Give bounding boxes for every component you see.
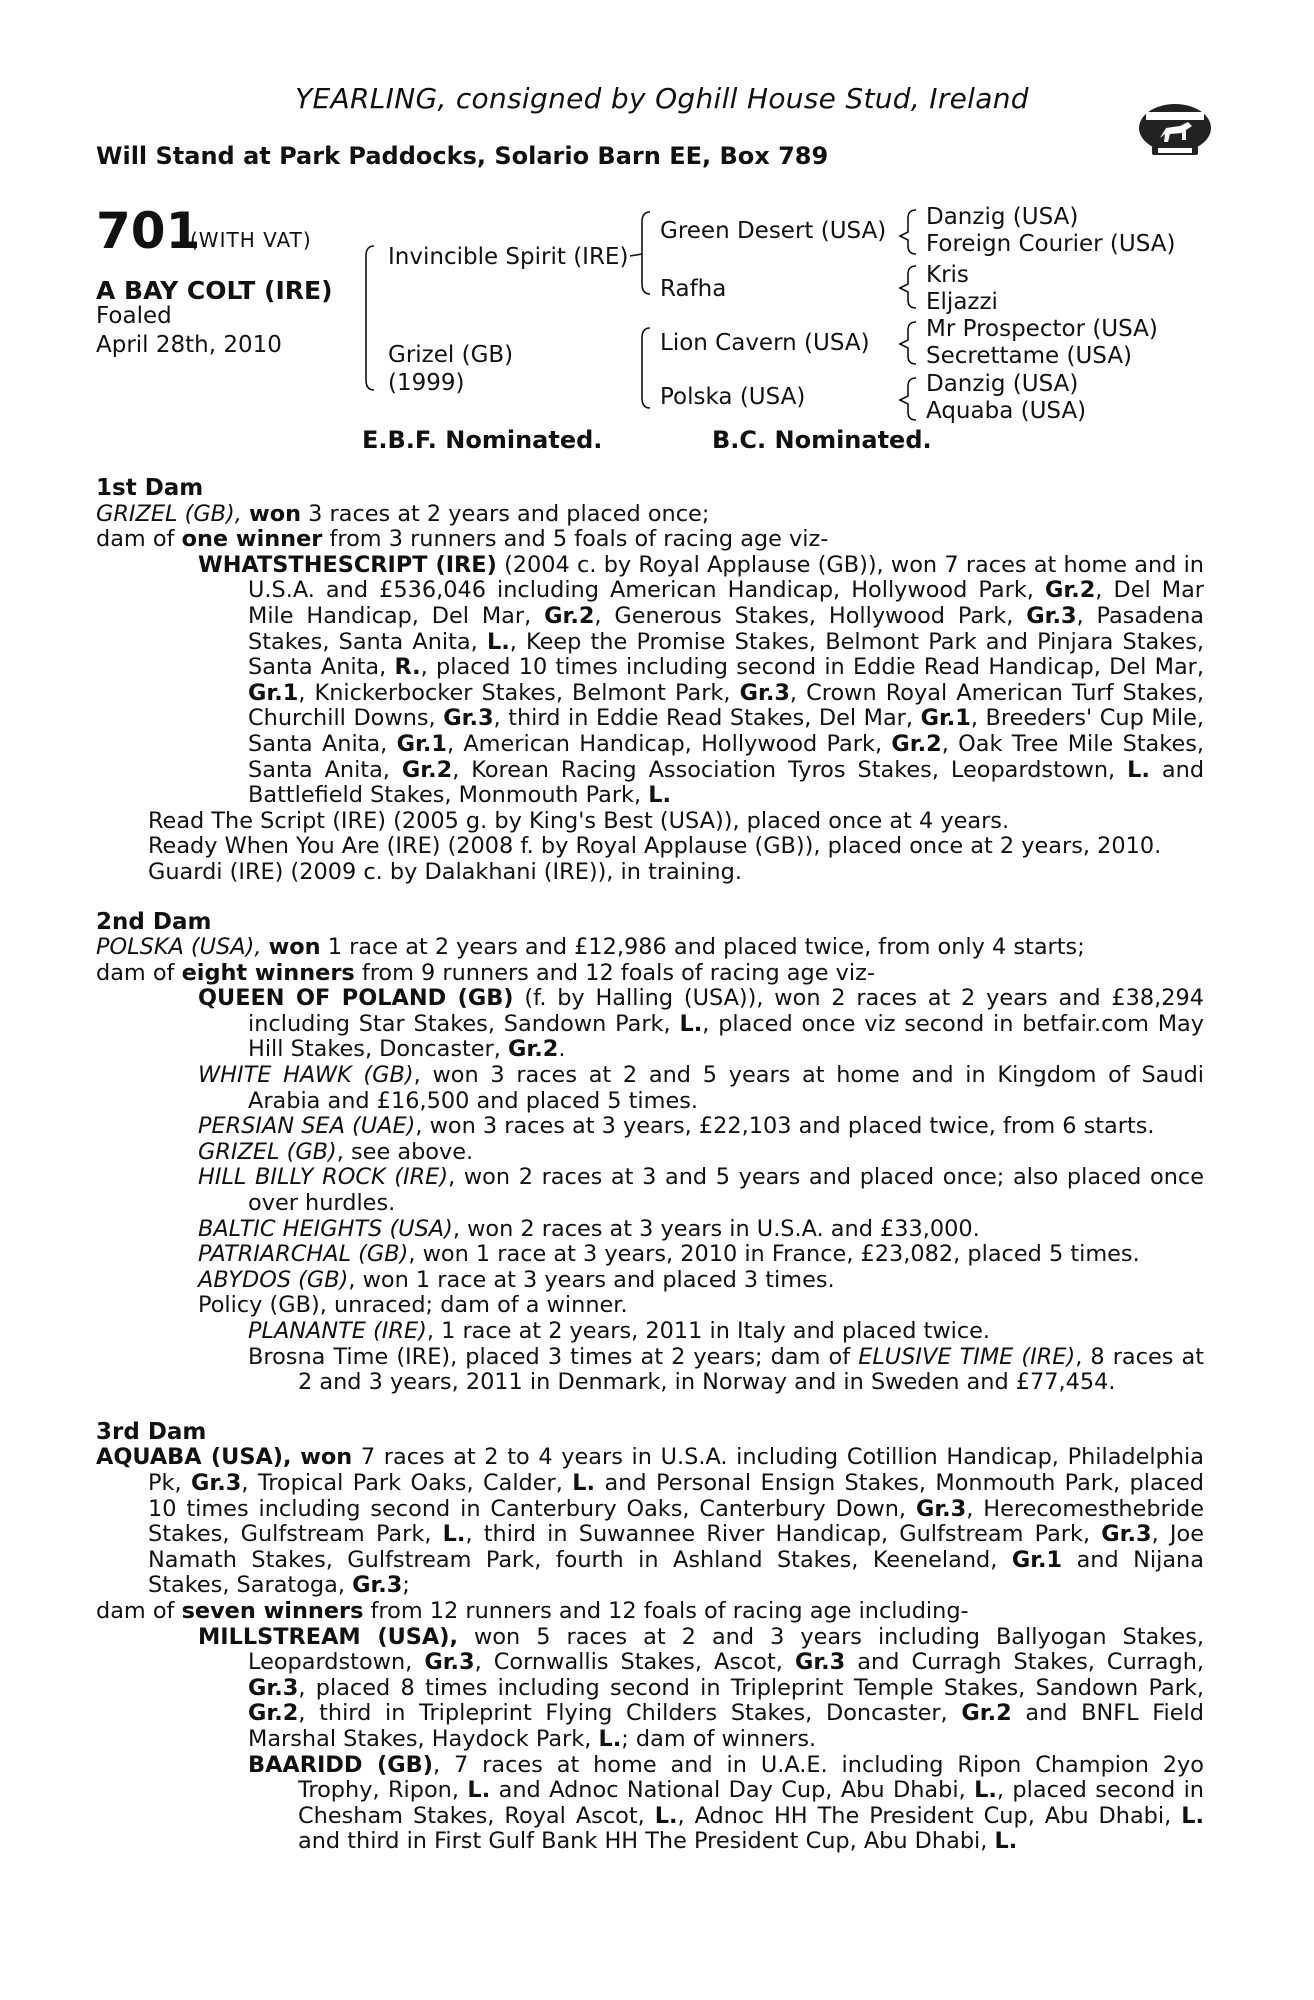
millstream-entry: MILLSTREAM (USA), won 5 races at 2 and 3 years including Ballyogan Stakes, Leopardstown, Gr.3, Cornwallis Stakes, Ascot, Gr.3 and Curragh Stakes, Curragh, Gr.3, placed 8 times including second in Tripleprint Temple Stakes, Sandown Park, Gr.2, third in Tripleprint Flying Childers Stakes, Doncaster, Gr.2 and BNFL Field Marshal Stakes, Haydock Park, L.; dam of winners.: [198, 1623, 1205, 1752]
second-dam-line: POLSKA (USA), won 1 race at 2 years and £12,986 and placed twice, from only 4 starts;: [96, 934, 1085, 961]
catalogue-subtitle: YEARLING, consigned by Oghill House Stud, Ireland: [295, 82, 1029, 115]
ready-when-you-are-entry: Ready When You Are (IRE) (2008 f. by Royal Applause (GB)), placed once at 2 years, 2010.: [148, 833, 1162, 860]
pedigree-dam-dam: Polska (USA): [660, 384, 806, 410]
dam-record-body: [96, 476, 1204, 1855]
read-the-script-entry: Read The Script (IRE) (2005 g. by King's Best (USA)), placed once at 4 years.: [148, 807, 1010, 834]
hill-billy-rock-entry: HILL BILLY ROCK (IRE), won 2 races at 3 and 5 years and placed once; also placed once over hurdles.: [198, 1164, 1205, 1217]
second-dam-heading: 2nd Dam: [96, 908, 212, 935]
pedigree-ddd: Aquaba (USA): [926, 398, 1087, 424]
pedigree-ssd: Foreign Courier (USA): [926, 231, 1176, 257]
pedigree-dam-year: (1999): [388, 370, 465, 396]
pedigree-dam: Grizel (GB): [388, 342, 514, 368]
second-dam-produce-line: dam of eight winners from 9 runners and 12 foals of racing age viz-: [96, 959, 875, 986]
pedigree-dds: Danzig (USA): [926, 371, 1079, 397]
third-dam-produce-line: dam of seven winners from 12 runners and 12 foals of racing age including-: [96, 1597, 969, 1624]
baltic-heights-entry: BALTIC HEIGHTS (USA), won 2 races at 3 years in U.S.A. and £33,000.: [198, 1215, 980, 1242]
pedigree-sdd: Eljazzi: [926, 289, 998, 315]
bc-nominated: B.C. Nominated.: [712, 426, 932, 454]
foaled-label: Foaled: [96, 303, 172, 329]
pedigree-dss: Mr Prospector (USA): [926, 316, 1158, 342]
policy-entry: Policy (GB), unraced; dam of a winner.: [198, 1292, 628, 1319]
aquaba-entry: AQUABA (USA), won 7 races at 2 to 4 years in U.S.A. including Cotillion Handicap, Philadelphia Pk, Gr.3, Tropical Park Oaks, Calder, L. and Personal Ensign Stakes, Monmouth Park, placed 10 times including second in Canterbury Oaks, Canterbury Down, Gr.3, Herecomesthebride Stakes, Gulfstream Park, L., third in Suwannee River Handicap, Gulfstream Park, Gr.3, Joe Namath Stakes, Gulfstream Park, fourth in Ashland Stakes, Keeneland, Gr.1 and Nijana Stakes, Saratoga, Gr.3;: [96, 1444, 1205, 1599]
baaridd-entry: BAARIDD (GB), 7 races at home and in U.A.E. including Ripon Champion 2yo Trophy, Ripon, L. and Adnoc National Day Cup, Abu Dhabi, L., placed second in Chesham Stakes, Royal Ascot, L., Adnoc HH The President Cup, Abu Dhabi, L. and third in First Gulf Bank HH The President Cup, Abu Dhabi, L.: [248, 1751, 1204, 1855]
brosna-time-entry: Brosna Time (IRE), placed 3 times at 2 years; dam of ELUSIVE TIME (IRE), 8 races at 2 and 3 years, 2011 in Denmark, in Norway and in Sweden and £77,454.: [248, 1343, 1204, 1396]
persian-sea-entry: PERSIAN SEA (UAE), won 3 races at 3 years, £22,103 and placed twice, from 6 starts.: [198, 1113, 1155, 1140]
queen-of-poland-entry: QUEEN OF POLAND (GB) (f. by Halling (USA)), won 2 races at 2 years and £38,294 including Star Stakes, Sandown Park, L., placed once viz second in betfair.com May Hill Stakes, Doncaster, Gr.2.: [198, 985, 1204, 1063]
planante-entry: PLANANTE (IRE), 1 race at 2 years, 2011 in Italy and placed twice.: [248, 1318, 991, 1344]
ebf-nominated: E.B.F. Nominated.: [362, 426, 603, 454]
pedigree-sss: Danzig (USA): [926, 204, 1079, 230]
pedigree-sds: Kris: [926, 262, 969, 288]
third-dam-heading: 3rd Dam: [96, 1418, 207, 1445]
first-dam-line: GRIZEL (GB), won 3 races at 2 years and placed once;: [96, 500, 710, 527]
abydos-entry: ABYDOS (GB), won 1 race at 3 years and placed 3 times.: [198, 1266, 835, 1293]
guardi-entry: Guardi (IRE) (2009 c. by Dalakhani (IRE)), in training.: [148, 858, 742, 885]
vat-note: (WITH VAT): [190, 228, 312, 252]
whatsthescript-entry: WHATSTHESCRIPT (IRE) (2004 c. by Royal Applause (GB)), won 7 races at home and in U.S.A. and £536,046 including American Handicap, Hollywood Park, Gr.2, Del Mar Mile Handicap, Del Mar, Gr.2, Generous Stakes, Hollywood Park, Gr.3, Pasadena Stakes, Santa Anita, L., Keep the Promise Stakes, Belmont Park and Pinjara Stakes, Santa Anita, R., placed 10 times including second in Eddie Read Handicap, Del Mar, Gr.1, Knickerbocker Stakes, Belmont Park, Gr.3, Crown Royal American Turf Stakes, Churchill Downs, Gr.3, third in Eddie Read Stakes, Del Mar, Gr.1, Breeders' Cup Mile, Santa Anita, Gr.1, American Handicap, Hollywood Park, Gr.2, Oak Tree Mile Stakes, Santa Anita, Gr.2, Korean Racing Association Tyros Stakes, Leopardstown, L. and Battlefield Stakes, Monmouth Park, L.: [198, 551, 1205, 809]
pedigree-dam-sire: Lion Cavern (USA): [660, 330, 870, 356]
pedigree-sire-sire: Green Desert (USA): [660, 218, 887, 244]
pedigree-brackets: [0, 0, 1314, 460]
foaled-date: April 28th, 2010: [96, 332, 282, 358]
pedigree-sire-dam: Rafha: [660, 276, 727, 302]
lot-number: 701: [96, 202, 201, 260]
lot-name: A BAY COLT (IRE): [96, 276, 333, 305]
first-dam-heading: 1st Dam: [96, 475, 204, 501]
stand-location: Will Stand at Park Paddocks, Solario Barn EE, Box 789: [96, 142, 829, 170]
first-dam-produce-line: dam of one winner from 3 runners and 5 foals of racing age viz-: [96, 526, 829, 553]
pedigree-sire: Invincible Spirit (IRE): [388, 244, 629, 270]
white-hawk-entry: WHITE HAWK (GB), won 3 races at 2 and 5 years at home and in Kingdom of Saudi Arabia and £16,500 and placed 5 times.: [198, 1062, 1205, 1114]
patriarchal-entry: PATRIARCHAL (GB), won 1 race at 3 years, 2010 in France, £23,082, placed 5 times.: [198, 1241, 1140, 1268]
pedigree-dsd: Secrettame (USA): [926, 343, 1133, 369]
grizel-entry: GRIZEL (GB), see above.: [198, 1138, 474, 1165]
